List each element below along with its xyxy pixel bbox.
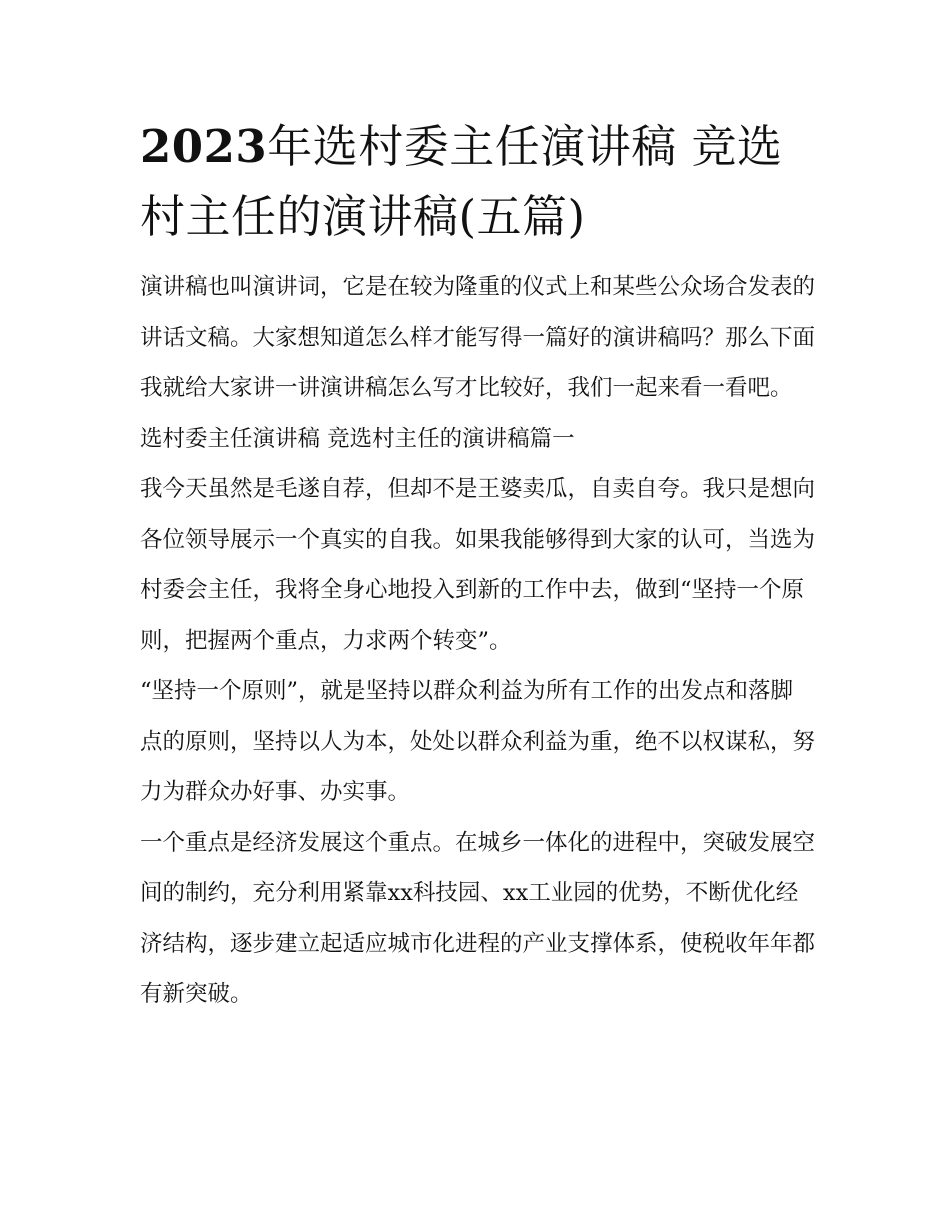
body-paragraph: “坚持一个原则”，就是坚持以群众利益为所有工作的出发点和落脚点的原则，坚持以人为本，处处以群众利益为重，绝不以权谋私，努力为群众办好事、办实事。 [140,678,816,805]
document-title [140,112,815,252]
intro-paragraph: 演讲稿也叫演讲词，它是在较为隆重的仪式上和某些公众场合发表的讲话文稿。大家想知道怎么样才能写得一篇好的演讲稿吗？那么下面我就给大家讲一讲演讲稿怎么写才比较好，我们一起来看一看吧。 [140,274,816,401]
document-page [140,112,815,1020]
body-paragraph: 一个重点是经济发展这个重点。在城乡一体化的进程中，突破发展空间的制约，充分利用紧靠xx科技园、xx工业园的优势，不断优化经济结构，逐步建立起适应城市化进程的产业支撑体系，使税收年年都有新突破。 [140,829,816,1007]
title-year: 2023 [140,120,268,173]
body-paragraph: 我今天虽然是毛遂自荐，但却不是王婆卖瓜，自卖自夸。我只是想向各位领导展示一个真实的自我。如果我能够得到大家的认可，当选为村委会主任，我将全身心地投入到新的工作中去，做到“坚持一个原则，把握两个重点，力求两个转变”。 [140,476,816,654]
section-heading: 选村委主任演讲稿 竞选村主任的演讲稿篇一 [140,425,575,452]
title-text: 年选村委主任演讲稿 竞选村主任的演讲稿(五篇) [140,120,783,243]
